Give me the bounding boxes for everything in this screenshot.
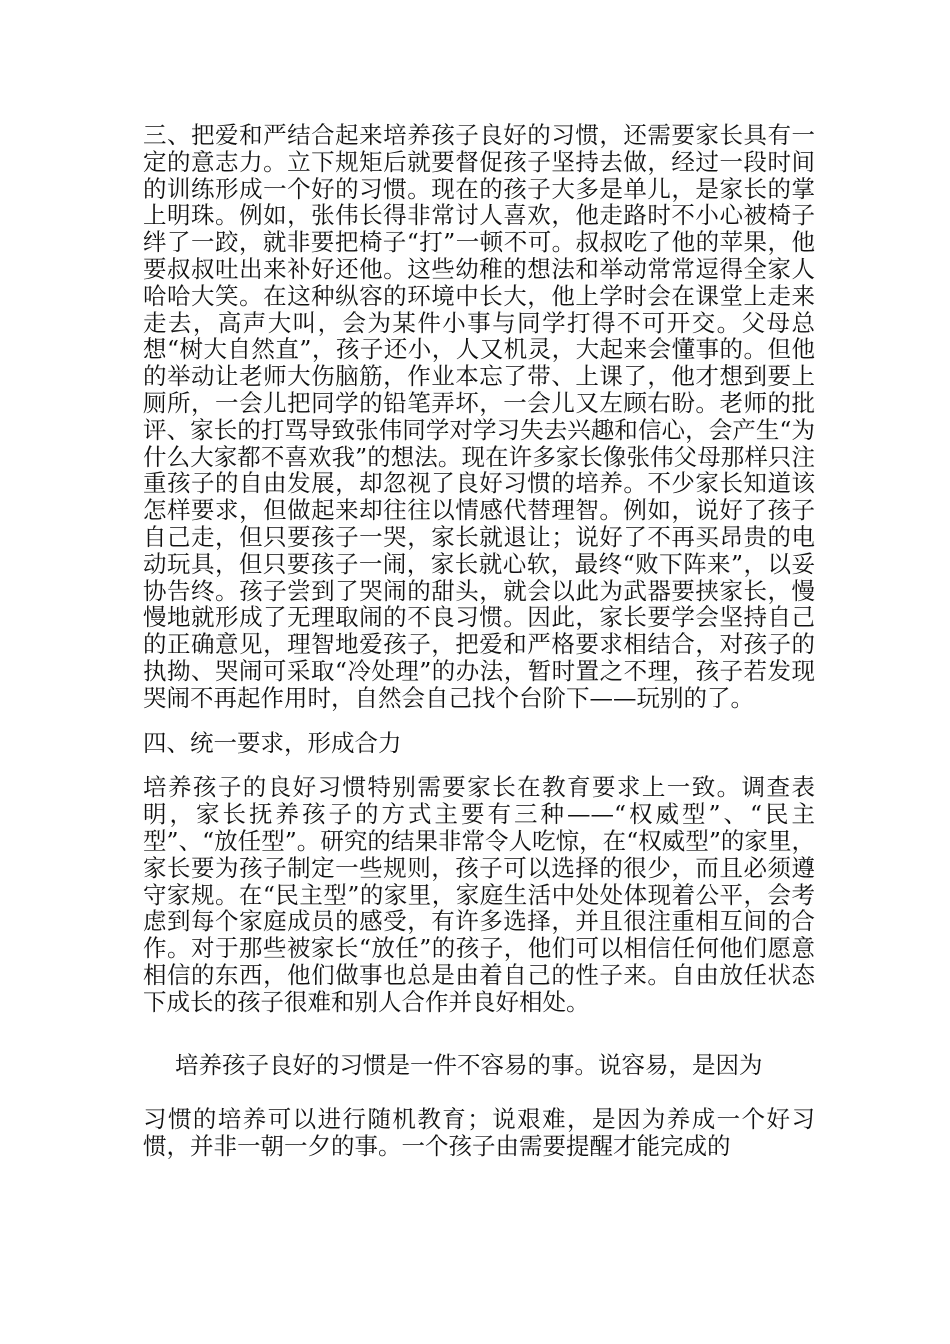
paragraph-habit-strictness: 三、把爱和严结合起来培养孩子良好的习惯，还需要家长具有一定的意志力。立下规矩后就要督促孩子坚持去做，经过一段时间的训练形成一个好的习惯。现在的孩子大多是单儿，是家长的掌上明珠。例如，张伟长得非常讨人喜欢，他走路时不小心被椅子绊了一跤，就非要把椅子“打”一顿不可。叔叔吃了他的苹果，他要叔叔吐出来补好还他。这些幼稚的想法和举动常常逗得全家人哈哈大笑。在这种纵容的环境中长大，他上学时会在课堂上走来走去，高声大叫，会为某件小事与同学打得不可开交。父母总想“树大自然直”，孩子还小，人又机灵，大起来会懂事的。但他的举动让老师大伤脑筋，作业本忘了带、上课了，他才想到要上厕所，一会儿把同学的铅笔弄坏，一会儿又左顾右盼。老师的批评、家长的打骂导致张伟同学对学习失去兴趣和信心，会产生“为什么大家都不喜欢我”的想法。现在许多家长像张伟父母那样只注重孩子的自由发展，却忽视了良好习惯的培养。不少家长知道该怎样要求，但做起来却往往以情感代替理智。例如，说好了孩子自己走，但只要孩子一哭，家长就退让；说好了不再买昂贵的电动玩具，但只要孩子一闹，家长就心软，最终“败下阵来”，以妥协告终。孩子尝到了哭闹的甜头，就会以此为武器要挟家长，慢慢地就形成了无理取闹的不良习惯。因此，家长要学会坚持自己的正确意见，理智地爱孩子，把爱和严格要求相结合，对孩子的执拗、哭闹可采取“冷处理”的办法，暂时置之不理，孩子若发现哭闹不再起作用时，自然会自己找个台阶下——玩别的了。 — [143, 121, 815, 712]
paragraph-parenting-styles: 培养孩子的良好习惯特别需要家长在教育要求上一致。调查表明，家长抚养孩子的方式主要有三种——“权威型”、“民主型”、“放任型”。研究的结果非常令人吃惊，在“权威型”的家里，家长要为孩子制定一些规则，孩子可以选择的很少，而且必须遵守家规。在“民主型”的家里，家庭生活中处处体现着公平，会考虑到每个家庭成员的感受，有许多选择，并且很注重相互间的合作。对于那些被家长“放任”的孩子，他们可以相信任何他们愿意相信的东西，他们做事也总是由着自己的性子来。自由放任状态下成长的孩子很难和别人合作并良好相处。 — [143, 773, 815, 1016]
paragraph-conclusion-first-line: 培养孩子良好的习惯是一件不容易的事。说容易，是因为 — [175, 1050, 763, 1079]
document-page — [143, 122, 815, 1160]
section-heading-unified-requirements: 四、统一要求，形成合力 — [143, 728, 402, 757]
paragraph-conclusion-continued: 习惯的培养可以进行随机教育；说艰难，是因为养成一个好习惯，并非一朝一夕的事。一个孩子由需要提醒才能完成的 — [143, 1105, 815, 1161]
